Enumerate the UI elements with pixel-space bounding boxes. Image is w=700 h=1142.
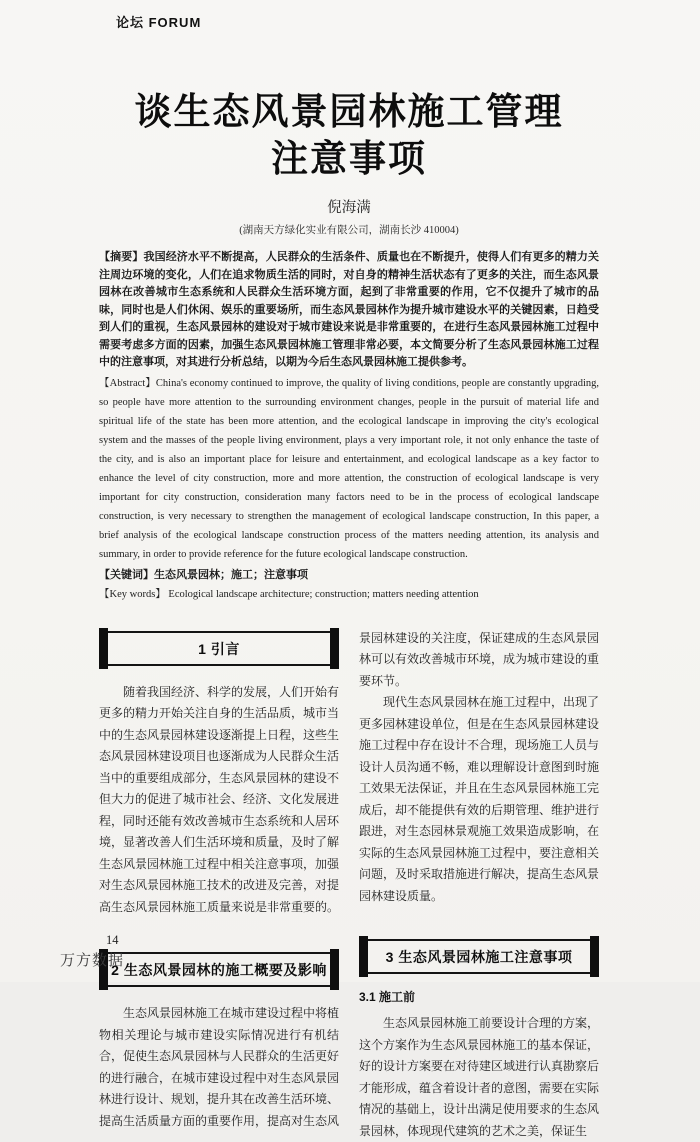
- left-column: [99, 628, 339, 1142]
- abstract-english-text: China's economy continued to improve, the quality of living conditions, people are constantly upgrading, so people have more attention to the surrounding environment changes, people in the pursuit of material life and spiritual life of the state has been more attention, and the ecological landscape in improving the city's ecological system and the masses of the people living environment, plays a very important role, it not only enhance the taste of the city, and is also an important place for leisure and entertainment, and ecological landscape as a key factor to enhance the level of city construction, more and more attention, the construction of ecological landscape is very important for city construction, consideration many factors need to be in the process of ecological landscape construction, is very necessary to strengthen the management of ecological landscape construction, In this paper, a brief analysis of the ecological landscape construction process of the matters needing attention, its analysis and summary, in order to provide reference for the future ecological landscape construction.: [99, 378, 599, 560]
- section-1-paragraph: 随着我国经济、科学的发展，人们开始有更多的精力开始关注自身的生活品质，城市当中的生态风景园林建设逐渐提上日程，这些生态风景园林建设项目也逐渐成为人民群众生活当中的重要组成部分，生态风景园林的建设不但大力的促进了城市社会、经济、文化发展进程，同时还能有效改善城市生态系统和人居环境，显著改善人们生活环境和质量，及时了解生态风景园林施工过程中相关注意事项，加强对生态风景园林施工技术的改进及完善，对提高生态风景园林施工质量来说是非常重要的。: [99, 682, 339, 919]
- section-heading-2-label: 2 生态风景园林的施工概要及影响: [108, 952, 330, 987]
- heading-endcap-left: [359, 936, 368, 977]
- section-3-paragraph-1: 生态风景园林施工前要设计合理的方案，这个方案作为生态风景园林施工的基本保证，好的设计方案要在对待建区域进行认真勘察后才能形成，蕴含着设计者的意图，需要在实际情况的基础上，设计出满足使用要求的生态风景园林，体现现代建筑的艺术之美，保证生: [359, 1013, 599, 1142]
- article-title: [99, 88, 599, 182]
- keywords-english: [99, 586, 599, 604]
- right-column: [359, 628, 599, 1142]
- abstract-english: [99, 374, 599, 564]
- section-2-paragraph-1-continuation: 景园林建设的关注度，保证建成的生态风景园林可以有效改善城市环境，成为城市建设的重要环节。: [359, 628, 599, 693]
- wanfang-watermark: 万方数据: [60, 949, 124, 970]
- author-name: 倪海满: [99, 196, 599, 217]
- article-content: [99, 88, 599, 1142]
- article-title-line2: 注意事项: [99, 135, 599, 182]
- heading-endcap-right: [330, 949, 339, 990]
- abstract-chinese-label: 【摘要】: [99, 251, 143, 263]
- page-number: 14: [106, 933, 119, 948]
- two-column-body: [99, 628, 599, 1142]
- heading-endcap-left: [99, 628, 108, 669]
- author-affiliation: (湖南天方绿化实业有限公司，湖南长沙 410004): [99, 222, 599, 237]
- abstract-english-label: 【Abstract】: [99, 378, 156, 389]
- keywords-chinese-text: 生态风景园林；施工；注意事项: [154, 569, 308, 581]
- section-heading-1: [99, 631, 339, 666]
- section-2-paragraph-2: 现代生态风景园林在施工过程中，出现了更多园林建设单位，但是在生态风景园林建设施工过程中存在设计不合理，现场施工人员与设计人员沟通不畅，难以理解设计意图到时施工效果无法保证，并且在生态风景园林施工完成后，却不能提供有效的后期管理、维护进行跟进，对生态园林景观施工效果造成影响，在实际的生态风景园林施工过程中，要注意相关问题，及时采取措施进行解决，提高生态风景园林建设质量。: [359, 692, 599, 907]
- heading-endcap-right: [590, 936, 599, 977]
- subsection-3-1-heading: 3.1 施工前: [359, 988, 599, 1005]
- section-heading-1-label: 1 引言: [108, 631, 330, 666]
- keywords-chinese-label: 【关键词】: [99, 569, 154, 581]
- heading-endcap-right: [330, 628, 339, 669]
- journal-column-header: 论坛 FORUM: [116, 12, 201, 31]
- keywords-chinese: [99, 566, 599, 584]
- abstract-chinese-text: 我国经济水平不断提高，人民群众的生活条件、质量也在不断提升，使得人们有更多的精力关注周边环境的变化，人们在追求物质生活的同时，对自身的精神生活状态有了更多的关注，而生态风景园林在改善城市生态系统和人民群众生活环境方面，起到了非常重要的作用，它不仅提升了城市的品味，同时也是人们休闲、娱乐的重要场所，而生态风景园林作为提升城市建设水平的关键因素，日趋受到人们的重视，生态风景园林的建设对于城市建设来说是非常重要的，在进行生态风景园林施工过程中需要考虑多方面的因素，加强生态风景园林施工管理非常必要，本文简要分析了生态风景园林施工过程中的注意事项，对其进行分析总结，以期为今后生态风景园林施工提供参考。: [99, 251, 599, 368]
- section-heading-3: [359, 939, 599, 974]
- keywords-english-label: 【Key words】: [99, 589, 166, 600]
- section-heading-3-label: 3 生态风景园林施工注意事项: [368, 939, 590, 974]
- article-title-line1: 谈生态风景园林施工管理: [99, 88, 599, 135]
- section-2-paragraph-1: 生态风景园林施工在城市建设过程中将植物相关理论与城市建设实际情况进行有机结合，促使生态风景园林与人民群众的生活更好的进行融合，在城市建设过程中对生态风景园林进行设计、规划，提升其在改善生活环境、提高生活质量方面的重要作用，提高对生态风: [99, 1003, 339, 1132]
- keywords-english-text: Ecological landscape architecture; construction; matters needing attention: [168, 589, 478, 600]
- section-heading-2: [99, 952, 339, 987]
- abstract-chinese: [99, 249, 599, 372]
